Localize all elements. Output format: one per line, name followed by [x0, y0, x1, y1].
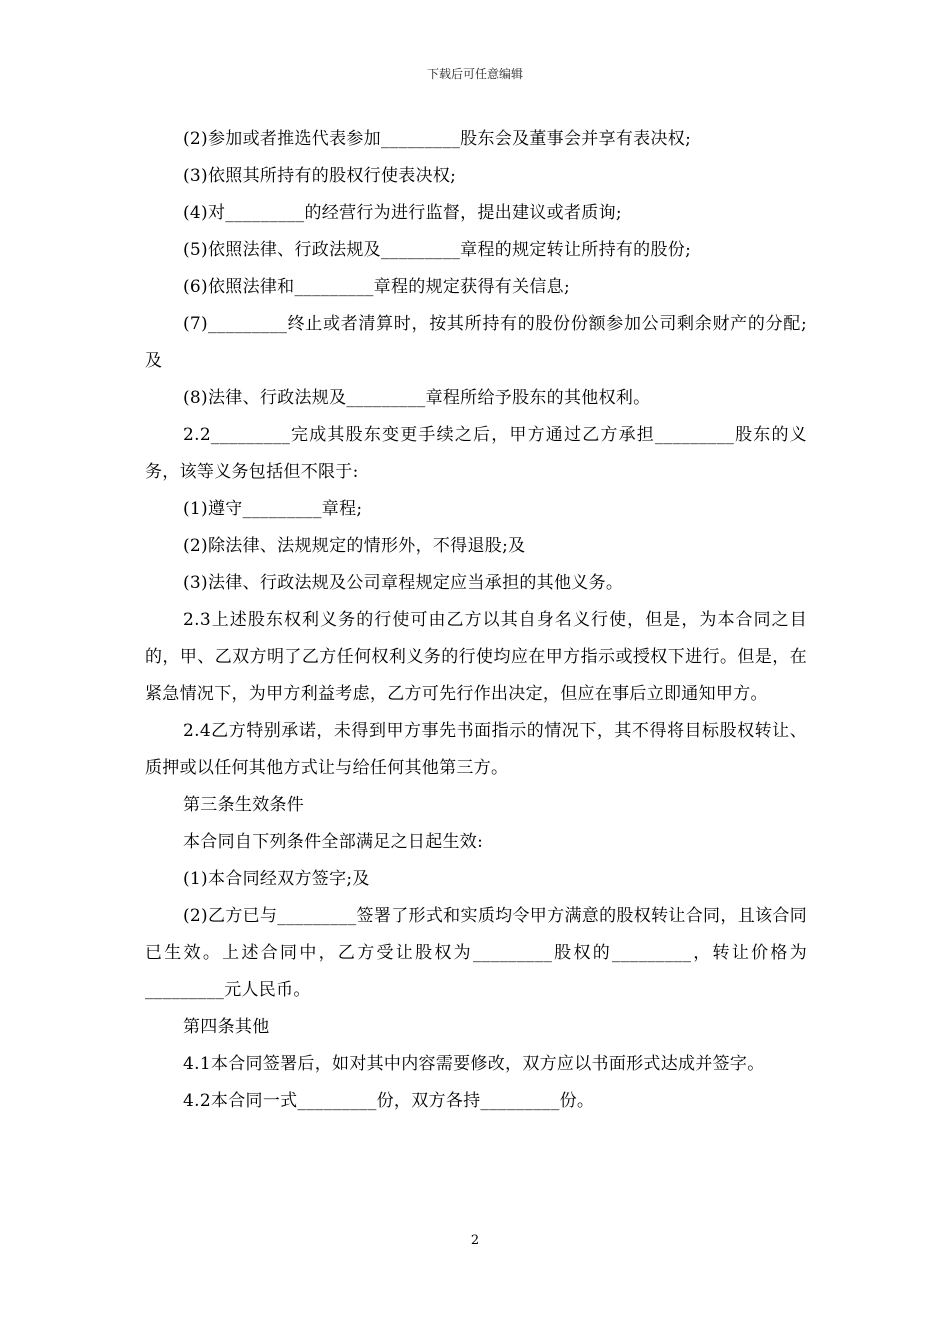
clause-paragraph: (4)对_________的经营行为进行监督，提出建议或者质询;	[183, 203, 622, 223]
document-body	[145, 121, 807, 1120]
clause-paragraph: (2)参加或者推选代表参加_________股东会及董事会并享有表决权;	[183, 129, 692, 149]
page-number: 2	[470, 1233, 480, 1248]
clause-paragraph: (5)依照法律、行政法规及_________章程的规定转让所持有的股份;	[183, 240, 692, 260]
clause-paragraph: (1)本合同经双方签字;及	[183, 869, 370, 889]
page-header: 下载后可任意编辑	[426, 67, 523, 81]
clause-paragraph: (7)_________终止或者清算时，按其所持有的股份份额参加公司剩余财产的分配;及	[145, 314, 807, 371]
clause-paragraph: 2.2_________完成其股东变更手续之后，甲方通过乙方承担_________股东的义务，该等义务包括但不限于:	[145, 425, 807, 482]
clause-paragraph: (3)依照其所持有的股权行使表决权;	[183, 166, 457, 186]
clause-paragraph: (2)乙方已与_________签署了形式和实质均令甲方满意的股权转让合同，且该合同已生效。上述合同中，乙方受让股权为_________股权的_________，转让价格为_________元人民币。	[145, 906, 807, 1000]
clause-paragraph: (3)法律、行政法规及公司章程规定应当承担的其他义务。	[183, 573, 624, 593]
clause-paragraph: 2.3上述股东权利义务的行使可由乙方以其自身名义行使，但是，为本合同之目的，甲、乙双方明了乙方任何权利义务的行使均应在甲方指示或授权下进行。但是，在紧急情况下，为甲方利益考虑，乙方可先行作出决定，但应在事后立即通知甲方。	[145, 610, 807, 704]
clause-paragraph: 4.2本合同一式_________份，双方各持_________份。	[183, 1091, 595, 1111]
section-heading: 第三条生效条件	[183, 795, 305, 815]
clause-paragraph: (6)依照法律和_________章程的规定获得有关信息;	[183, 277, 571, 297]
clause-paragraph: 4.1本合同签署后，如对其中内容需要修改，双方应以书面形式达成并签字。	[183, 1054, 765, 1074]
clause-paragraph: (8)法律、行政法规及_________章程所给予股东的其他权利。	[183, 388, 651, 408]
clause-paragraph: (2)除法律、法规规定的情形外，不得退股;及	[183, 536, 526, 556]
clause-paragraph: 2.4乙方特别承诺，未得到甲方事先书面指示的情况下，其不得将目标股权转让、质押或以任何其他方式让与给任何其他第三方。	[145, 721, 807, 778]
section-heading: 第四条其他	[183, 1017, 270, 1037]
clause-paragraph: (1)遵守_________章程;	[183, 499, 363, 519]
clause-paragraph: 本合同自下列条件全部满足之日起生效:	[183, 832, 484, 852]
